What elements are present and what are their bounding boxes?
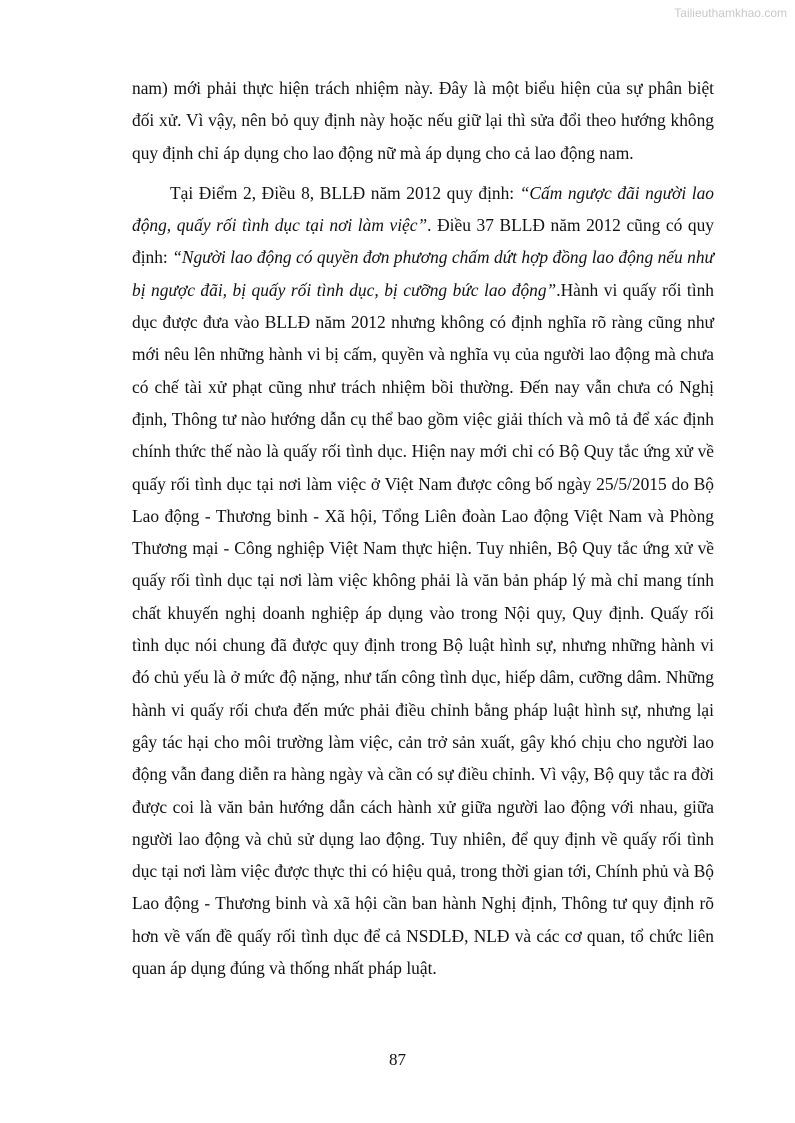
paragraph-2-rest: .Hành vi quấy rối tình dục được đưa vào BLLĐ năm 2012 nhưng không có định nghĩa rõ ràng cũng như mới nêu lên những hành vi bị cấm, quyền và nghĩa vụ của người lao động mà chưa có chế tài xử phạt cũng như trách nhiệm bồi thường. Đến nay vẫn chưa có Nghị định, Thông tư nào hướng dẫn cụ thể bao gồm việc giải thích và mô tả để xác định chính thức thế nào là quấy rối tình dục. Hiện nay mới chỉ có Bộ Quy tắc ứng xử về quấy rối tình dục tại nơi làm việc ở Việt Nam được công bố ngày 25/5/2015 do Bộ Lao động - Thương binh - Xã hội, Tổng Liên đoàn Lao động Việt Nam và Phòng Thương mại - Công nghiệp Việt Nam thực hiện. Tuy nhiên, Bộ Quy tắc ứng xử về quấy rối tình dục tại nơi làm việc không phải là văn bản pháp lý mà chỉ mang tính chất khuyến nghị doanh nghiệp áp dụng vào trong Nội quy, Quy định. Quấy rối tình dục nói chung đã được quy định trong Bộ luật hình sự, nhưng những hành vi đó chủ yếu là ở mức độ nặng, như tấn công tình dục, hiếp dâm, cưỡng dâm. Những hành vi quấy rối chưa đến mức phải điều chỉnh bằng pháp luật hình sự, nhưng lại gây tác hại cho môi trường làm việc, cản trở sản xuất, gây khó chịu cho người lao động vẫn đang diễn ra hàng ngày và cần có sự điều chỉnh. Vì vậy, Bộ quy tắc ra đời được coi là văn bản hướng dẫn cách hành xử giữa người lao động với nhau, giữa người lao động và chủ sử dụng lao động. Tuy nhiên, để quy định về quấy rối tình dục tại nơi làm việc được thực thi có hiệu quả, trong thời gian tới, Chính phủ và Bộ Lao động - Thương binh và xã hội cần ban hành Nghị định, Thông tư quy định rõ hơn về vấn đề quấy rối tình dục để cả NSDLĐ, NLĐ và các cơ quan, tổ chức liên quan áp dụng đúng và thống nhất pháp luật. [132, 279, 714, 979]
paragraph-2-lead: Tại Điểm 2, Điều 8, BLLĐ năm 2012 quy định: [170, 182, 520, 203]
paragraph-2-middle: . Điều 37 BLLĐ năm 2012 cũng có quy định: [132, 215, 714, 268]
paragraph-1: nam) mới phải thực hiện trách nhiệm này. Đây là một biểu hiện của sự phân biệt đối xử. Vì vậy, nên bỏ quy định này hoặc nếu giữ lại thì sửa đổi theo hướng không quy định chỉ áp dụng cho lao động nữ mà áp dụng cho cả lao động nam. [132, 78, 714, 163]
watermark: Tailieuthamkhao.com [674, 6, 787, 20]
page-number: 87 [389, 1050, 406, 1069]
quote-article-8: “Cấm ngược đãi người lao động, quấy rối tình dục tại nơi làm việc” [132, 182, 714, 236]
document-body [132, 72, 714, 984]
quote-article-37: “Người lao động có quyền đơn phương chấm dứt hợp đồng lao động nếu như bị ngược đãi, bị quấy rối tình dục, bị cưỡng bức lao động” [132, 247, 714, 300]
paragraph-2 [132, 177, 714, 984]
